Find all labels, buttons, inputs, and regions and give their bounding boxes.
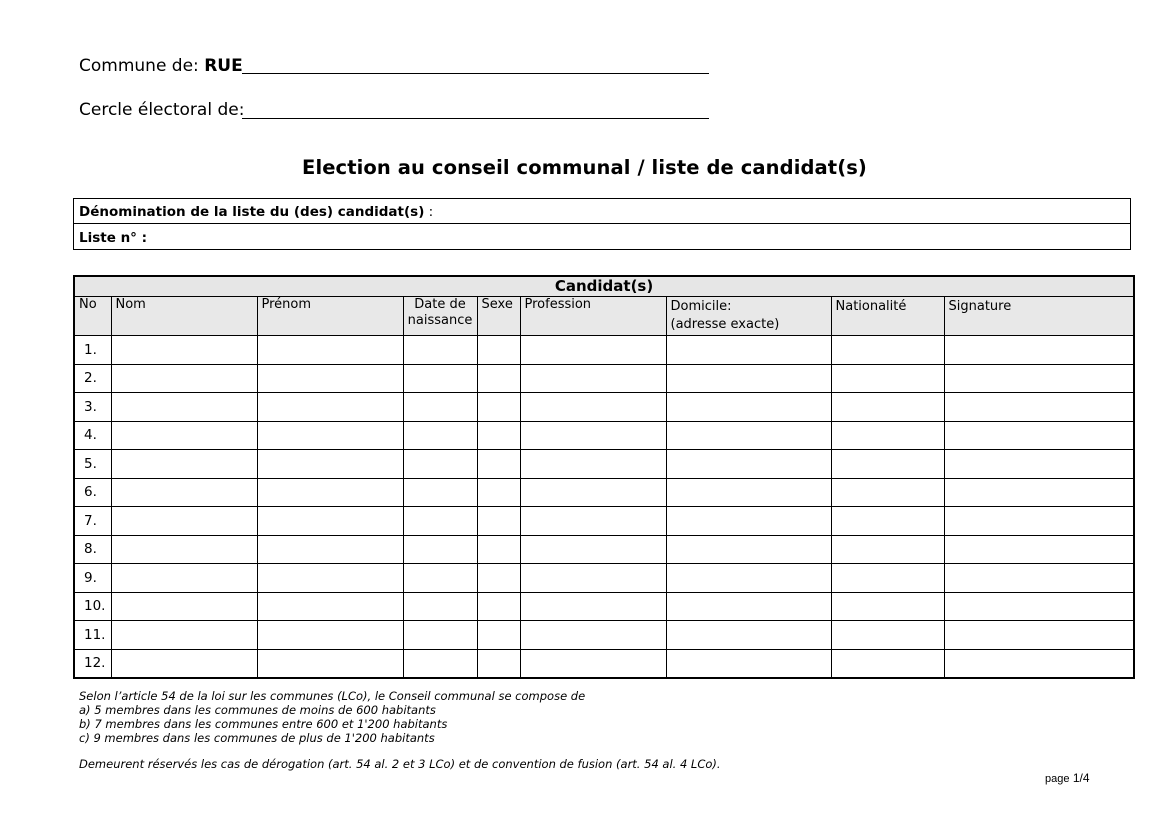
cell-domicile[interactable] bbox=[666, 393, 831, 422]
cell-signature[interactable] bbox=[944, 478, 1134, 507]
cell-profession[interactable] bbox=[520, 478, 666, 507]
cell-nationalite[interactable] bbox=[831, 336, 944, 365]
cell-sexe[interactable] bbox=[477, 592, 520, 621]
cell-sexe[interactable] bbox=[477, 621, 520, 650]
cell-signature[interactable] bbox=[944, 592, 1134, 621]
page-value: 1/4 bbox=[1072, 771, 1090, 785]
cell-date[interactable] bbox=[403, 564, 477, 593]
cell-domicile[interactable] bbox=[666, 478, 831, 507]
cell-prenom[interactable] bbox=[257, 478, 403, 507]
cell-prenom[interactable] bbox=[257, 649, 403, 678]
cell-date[interactable] bbox=[403, 649, 477, 678]
col-date-line2: naissance bbox=[407, 313, 473, 328]
cell-sexe[interactable] bbox=[477, 564, 520, 593]
cell-profession[interactable] bbox=[520, 336, 666, 365]
col-sexe: Sexe bbox=[477, 297, 520, 336]
cell-nom[interactable] bbox=[111, 364, 257, 393]
table-row bbox=[74, 564, 1134, 593]
cell-domicile[interactable] bbox=[666, 649, 831, 678]
cell-signature[interactable] bbox=[944, 450, 1134, 479]
cell-prenom[interactable] bbox=[257, 621, 403, 650]
cell-date[interactable] bbox=[403, 478, 477, 507]
cell-prenom[interactable] bbox=[257, 421, 403, 450]
row-number: 4. bbox=[74, 421, 111, 450]
commune-label: Commune de: bbox=[79, 56, 199, 76]
notes-item-b: b) 7 membres dans les communes entre 600 et 1'200 habitants bbox=[79, 717, 448, 731]
cell-profession[interactable] bbox=[520, 621, 666, 650]
cell-domicile[interactable] bbox=[666, 535, 831, 564]
cell-prenom[interactable] bbox=[257, 364, 403, 393]
cell-sexe[interactable] bbox=[477, 450, 520, 479]
cell-prenom[interactable] bbox=[257, 535, 403, 564]
cell-nom[interactable] bbox=[111, 336, 257, 365]
cell-nom[interactable] bbox=[111, 649, 257, 678]
cell-sexe[interactable] bbox=[477, 393, 520, 422]
cell-nom[interactable] bbox=[111, 564, 257, 593]
cell-signature[interactable] bbox=[944, 364, 1134, 393]
commune-field bbox=[79, 56, 243, 76]
table-row bbox=[74, 592, 1134, 621]
cell-nationalite[interactable] bbox=[831, 421, 944, 450]
cell-nationalite[interactable] bbox=[831, 478, 944, 507]
cell-profession[interactable] bbox=[520, 393, 666, 422]
col-domicile-line1: Domicile: bbox=[670, 299, 732, 314]
notes-intro: Selon l’article 54 de la loi sur les communes (LCo), le Conseil communal se compose de bbox=[79, 689, 586, 703]
cell-nationalite[interactable] bbox=[831, 450, 944, 479]
cell-profession[interactable] bbox=[520, 450, 666, 479]
table-row bbox=[74, 364, 1134, 393]
derogation-note: Demeurent réservés les cas de dérogation (art. 54 al. 2 et 3 LCo) et de convention de fusion (art. 54 al. 4 LCo). bbox=[79, 757, 721, 771]
cell-sexe[interactable] bbox=[477, 478, 520, 507]
row-number: 7. bbox=[74, 507, 111, 536]
table-row bbox=[74, 507, 1134, 536]
col-no: No bbox=[74, 297, 111, 336]
col-signature: Signature bbox=[944, 297, 1134, 336]
cell-sexe[interactable] bbox=[477, 336, 520, 365]
cercle-field bbox=[79, 100, 244, 120]
cercle-label: Cercle électoral de: bbox=[79, 100, 245, 120]
cell-signature[interactable] bbox=[944, 649, 1134, 678]
cell-domicile[interactable] bbox=[666, 336, 831, 365]
cell-date[interactable] bbox=[403, 535, 477, 564]
col-date-line1: Date de bbox=[414, 297, 466, 312]
cell-nom[interactable] bbox=[111, 621, 257, 650]
cell-date[interactable] bbox=[403, 393, 477, 422]
cell-domicile[interactable] bbox=[666, 364, 831, 393]
cell-prenom[interactable] bbox=[257, 592, 403, 621]
row-number: 10. bbox=[74, 592, 111, 621]
cell-signature[interactable] bbox=[944, 421, 1134, 450]
table-row bbox=[74, 649, 1134, 678]
cell-date[interactable] bbox=[403, 364, 477, 393]
cell-profession[interactable] bbox=[520, 564, 666, 593]
candidates-group-header: Candidat(s) bbox=[74, 276, 1134, 297]
cell-nationalite[interactable] bbox=[831, 507, 944, 536]
col-domicile-line2: (adresse exacte) bbox=[670, 317, 780, 332]
cell-prenom[interactable] bbox=[257, 336, 403, 365]
cell-nom[interactable] bbox=[111, 450, 257, 479]
row-number: 8. bbox=[74, 535, 111, 564]
cell-prenom[interactable] bbox=[257, 564, 403, 593]
cell-domicile[interactable] bbox=[666, 621, 831, 650]
row-number: 9. bbox=[74, 564, 111, 593]
cell-domicile[interactable] bbox=[666, 564, 831, 593]
row-number: 2. bbox=[74, 364, 111, 393]
col-domicile bbox=[666, 297, 831, 336]
cell-nom[interactable] bbox=[111, 535, 257, 564]
cell-profession[interactable] bbox=[520, 507, 666, 536]
col-nationalite: Nationalité bbox=[831, 297, 944, 336]
cell-nom[interactable] bbox=[111, 421, 257, 450]
cell-sexe[interactable] bbox=[477, 535, 520, 564]
page-label: page bbox=[1045, 773, 1070, 785]
cell-date[interactable] bbox=[403, 592, 477, 621]
cell-sexe[interactable] bbox=[477, 421, 520, 450]
cell-nationalite[interactable] bbox=[831, 535, 944, 564]
list-info-box bbox=[73, 198, 1131, 250]
row-number: 5. bbox=[74, 450, 111, 479]
table-row bbox=[74, 535, 1134, 564]
table-row bbox=[74, 621, 1134, 650]
cell-date[interactable] bbox=[403, 507, 477, 536]
notes-item-a: a) 5 membres dans les communes de moins de 600 habitants bbox=[79, 703, 436, 717]
liste-row bbox=[74, 225, 1130, 250]
row-number: 12. bbox=[74, 649, 111, 678]
cell-date[interactable] bbox=[403, 421, 477, 450]
cell-nationalite[interactable] bbox=[831, 393, 944, 422]
notes-item-c: c) 9 membres dans les communes de plus de 1'200 habitants bbox=[79, 731, 435, 745]
cell-profession[interactable] bbox=[520, 592, 666, 621]
table-row bbox=[74, 393, 1134, 422]
row-number: 1. bbox=[74, 336, 111, 365]
cell-date[interactable] bbox=[403, 621, 477, 650]
cell-profession[interactable] bbox=[520, 649, 666, 678]
cell-nom[interactable] bbox=[111, 592, 257, 621]
cell-domicile[interactable] bbox=[666, 507, 831, 536]
cell-nom[interactable] bbox=[111, 507, 257, 536]
cell-signature[interactable] bbox=[944, 621, 1134, 650]
cell-signature[interactable] bbox=[944, 507, 1134, 536]
denomination-row bbox=[74, 199, 1130, 224]
table-row bbox=[74, 478, 1134, 507]
row-number: 6. bbox=[74, 478, 111, 507]
cell-sexe[interactable] bbox=[477, 364, 520, 393]
cell-nom[interactable] bbox=[111, 478, 257, 507]
cercle-underline bbox=[242, 100, 709, 119]
cell-domicile[interactable] bbox=[666, 450, 831, 479]
cell-nom[interactable] bbox=[111, 393, 257, 422]
row-number: 3. bbox=[74, 393, 111, 422]
cell-profession[interactable] bbox=[520, 364, 666, 393]
cell-profession[interactable] bbox=[520, 421, 666, 450]
cell-nationalite[interactable] bbox=[831, 621, 944, 650]
cell-domicile[interactable] bbox=[666, 421, 831, 450]
cell-prenom[interactable] bbox=[257, 450, 403, 479]
cell-signature[interactable] bbox=[944, 336, 1134, 365]
col-nom: Nom bbox=[111, 297, 257, 336]
cell-prenom[interactable] bbox=[257, 507, 403, 536]
denomination-suffix: : bbox=[428, 204, 434, 220]
commune-underline bbox=[242, 56, 709, 74]
table-row bbox=[74, 421, 1134, 450]
cell-nationalite[interactable] bbox=[831, 649, 944, 678]
cell-sexe[interactable] bbox=[477, 507, 520, 536]
commune-value: RUE bbox=[204, 56, 243, 76]
cell-signature[interactable] bbox=[944, 535, 1134, 564]
legal-notes bbox=[79, 689, 585, 745]
cell-domicile[interactable] bbox=[666, 592, 831, 621]
cell-nationalite[interactable] bbox=[831, 564, 944, 593]
table-row bbox=[74, 336, 1134, 365]
cell-profession[interactable] bbox=[520, 535, 666, 564]
liste-label: Liste n° : bbox=[79, 230, 148, 246]
cell-prenom[interactable] bbox=[257, 393, 403, 422]
cell-date[interactable] bbox=[403, 450, 477, 479]
cell-nationalite[interactable] bbox=[831, 592, 944, 621]
page-number bbox=[1045, 771, 1090, 785]
page-title: Election au conseil communal / liste de candidat(s) bbox=[302, 156, 867, 179]
col-profession: Profession bbox=[520, 297, 666, 336]
cell-sexe[interactable] bbox=[477, 649, 520, 678]
row-number: 11. bbox=[74, 621, 111, 650]
table-row bbox=[74, 450, 1134, 479]
cell-date[interactable] bbox=[403, 336, 477, 365]
col-date-naissance bbox=[403, 297, 477, 336]
denomination-label: Dénomination de la liste du (des) candidat(s) bbox=[79, 204, 425, 220]
col-prenom: Prénom bbox=[257, 297, 403, 336]
cell-signature[interactable] bbox=[944, 393, 1134, 422]
candidates-table bbox=[73, 275, 1135, 679]
cell-signature[interactable] bbox=[944, 564, 1134, 593]
cell-nationalite[interactable] bbox=[831, 364, 944, 393]
